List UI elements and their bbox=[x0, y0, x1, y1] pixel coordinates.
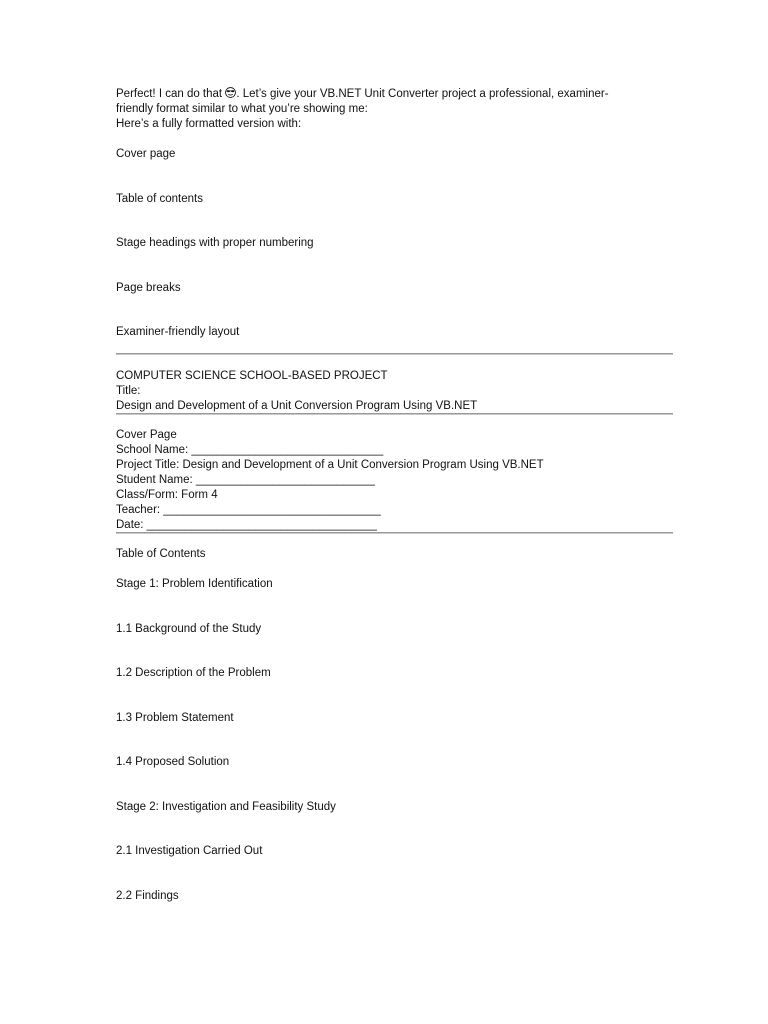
intro-line-1 bbox=[116, 87, 609, 102]
project-type-heading: COMPUTER SCIENCE SCHOOL-BASED PROJECT bbox=[116, 370, 388, 382]
feature-item: Page breaks bbox=[116, 282, 181, 294]
toc-entry: 2.2 Findings bbox=[116, 890, 179, 902]
feature-item: Stage headings with proper numbering bbox=[116, 237, 314, 249]
toc-heading: Table of Contents bbox=[116, 548, 206, 560]
class-form-field: Class/Form: Form 4 bbox=[116, 489, 218, 501]
toc-entry: 1.4 Proposed Solution bbox=[116, 756, 230, 768]
feature-item: Table of contents bbox=[116, 193, 203, 205]
horizontal-divider bbox=[116, 532, 673, 534]
toc-entry: 1.1 Background of the Study bbox=[116, 623, 262, 635]
feature-item: Cover page bbox=[116, 148, 176, 160]
title-label: Title: bbox=[116, 385, 141, 397]
horizontal-divider bbox=[116, 413, 673, 415]
feature-item: Examiner-friendly layout bbox=[116, 326, 240, 338]
cover-page-heading: Cover Page bbox=[116, 429, 177, 441]
date-field: Date: ____________________________________ bbox=[116, 519, 377, 531]
toc-entry: Stage 2: Investigation and Feasibility Study bbox=[116, 801, 336, 813]
toc-entry: 2.1 Investigation Carried Out bbox=[116, 845, 263, 857]
teacher-field: Teacher: __________________________________ bbox=[116, 504, 381, 516]
toc-entry: 1.3 Problem Statement bbox=[116, 712, 234, 724]
student-name-field: Student Name: ____________________________ bbox=[116, 474, 375, 486]
intro-line-2: friendly format similar to what you’re showing me: bbox=[116, 103, 368, 115]
horizontal-divider bbox=[116, 353, 673, 355]
intro-text-before-emoji: Perfect! I can do that bbox=[116, 88, 226, 100]
project-title-field: Project Title: Design and Development of a Unit Conversion Program Using VB.NET bbox=[116, 459, 544, 471]
toc-entry: Stage 1: Problem Identification bbox=[116, 578, 273, 590]
intro-text-after-emoji: . Let’s give your VB.NET Unit Converter project a professional, examiner- bbox=[236, 88, 609, 100]
sunglasses-emoji-icon bbox=[225, 87, 236, 98]
intro-line-3: Here’s a fully formatted version with: bbox=[116, 118, 302, 130]
title-value: Design and Development of a Unit Conversion Program Using VB.NET bbox=[116, 400, 478, 412]
toc-entry: 1.2 Description of the Problem bbox=[116, 667, 271, 679]
school-name-field: School Name: ______________________________ bbox=[116, 444, 384, 456]
